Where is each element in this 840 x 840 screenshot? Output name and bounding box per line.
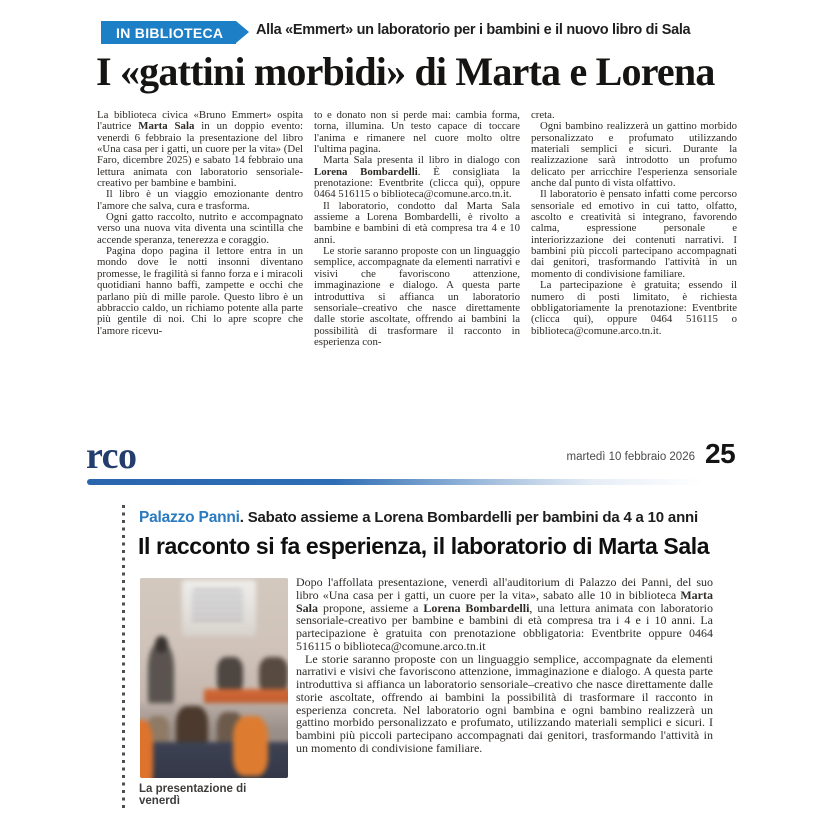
orange-jacket-right bbox=[233, 716, 268, 775]
section-badge-label: IN BIBLIOTECA bbox=[101, 21, 236, 44]
photo-caption: La presentazione di venerdì bbox=[139, 783, 247, 807]
bottom-article-headline: Il racconto si fa esperienza, il laboratorio di Marta Sala bbox=[138, 533, 710, 559]
top-article-column-1: La biblioteca civica «Bruno Emmert» ospita l'autrice Marta Sala in un doppio evento: venerdì 6 febbraio la presentazione del libro «Una casa per i gatti, un cuore per la vita» (Del Faro, dicembre 2025) e sabato 14 febbraio una lettura animata con laboratorio sensoriale-creativo per bambine e bambini. Il libro è un viaggio emozionante dentro l'amore che salva, cura e trasforma. Ogni gatto raccolto, nutrito e accompagnato verso una nuova vita diventa una scintilla che accende speranza, tenerezza e coraggio. Pagina dopo pagina il lettore entra in un mondo dove le notti insonni diventano promesse, le fragilità si fanno forza e i miracoli quotidiani hanno baffi, zampette e occhi che parlano più di mille parole. Questo libro è un abbraccio caldo, un richiamo potente alla parte più gentile di noi. Chi lo apre scopre che l'amore ricevu- bbox=[97, 109, 304, 337]
bottom-article-kicker-text: . Sabato assieme a Lorena Bombardelli per bambini da 4 a 10 anni bbox=[239, 509, 698, 526]
event-photo bbox=[140, 578, 288, 778]
screen-slide-text bbox=[192, 589, 243, 623]
bottom-article-kicker-label: Palazzo Panni bbox=[139, 509, 240, 526]
top-article-column-3: creta. Ogni bambino realizzerà un gattino morbido personalizzato e profumato utilizzando materiali semplici e sicuri. Durante la realizzazione sarà introdotto un profumo delicato per arricchire l'esperienza sensoriale anche dal punto di vista olfattivo. Il laboratorio è pensato infatti come percorso sensoriale ed emotivo in cui tatto, olfatto, ascolto e creatività si integrano, favorendo calma, espressione personale e interiorizzazione dei contenuti narrativi. I bambini più piccoli partecipano accompagnati dai genitori, trasformando l'attività in un momento di condivisione familiare. La partecipazione è gratuita; essendo il numero di posti limitato, è richiesta obbligatoriamente la prenotazione: Eventbrite (clicca qui), oppure 0464 516115 o biblioteca@comune.arco.tn.it. bbox=[531, 109, 737, 337]
bottom-article-kicker bbox=[139, 509, 698, 527]
bottom-article-body: Dopo l'affollata presentazione, venerdì all'auditorium di Palazzo dei Panni, del suo libro «Una casa per i gatti, un cuore per la vita», sabato alle 10 in biblioteca Marta Sala propone, assieme a Lorena Bombardelli, una lettura animata con laboratorio sensoriale-creativo per bambine e bambini di età compresa tra i 4 e i 10 anni. La partecipazione è gratuita con prenotazione obbligatoria: Eventbrite oppure 0464 516115 o biblioteca@comune.arco.tn.it Le storie saranno proposte con un linguaggio semplice, accompagnate da elementi narrativi e visivi che favoriscono attenzione, immaginazione e dialogo. A questa parte introduttiva si affianca un laboratorio sensoriale–creativo che nasce direttamente dalle storie ascoltate, offrendo ai bambini la possibilità di trasformare il racconto in esperienza concreta. Nel laboratorio ogni bambina e ogni bambino realizzerà un gattino morbido personalizzato e profumato, utilizzando materiali semplici e sicuri. I bambini più piccoli partecipano accompagnati dai genitori, trasformando l'attività in un momento di condivisione familiare. bbox=[296, 575, 713, 755]
top-article-headline: I «gattini morbidi» di Marta e Lorena bbox=[96, 49, 715, 94]
panelist-right bbox=[259, 657, 288, 693]
top-article-kicker: Alla «Emmert» un laboratorio per i bambini e il nuovo libro di Sala bbox=[256, 22, 691, 38]
top-article-column-2: to e donato non si perde mai: cambia forma, torna, illumina. Un testo capace di toccare l'anima e rimanere nel cuore molto oltre l'ultima pagina. Marta Sala presenta il libro in dialogo con Lorena Bombardelli. È consigliata la prenotazione: Eventbrite (clicca qui), oppure 0464 516115 o biblioteca@comune.arco.tn.it. Il laboratorio, condotto dal Marta Sala assieme a Lorena Bombardelli, è rivolto a bambine e bambini di età compresa tra 4 e 10 anni. Le storie saranno proposte con un linguaggio semplice, accompagnate da elementi narrativi e visivi che favoriscono attenzione, immaginazione e dialogo. A questa parte introduttiva si affianca un laboratorio sensoriale–creativo che nasce direttamente dalle storie ascoltate, offrendo ai bambini la possibilità di trasformare il racconto in esperienza con- bbox=[314, 109, 520, 348]
column-dotted-separator bbox=[122, 505, 125, 810]
masthead-rule bbox=[87, 479, 703, 485]
badge-arrow-icon bbox=[236, 21, 249, 43]
section-badge bbox=[101, 21, 249, 44]
top-article-body bbox=[97, 110, 739, 348]
masthead-title-fragment: rco bbox=[86, 435, 137, 477]
edition-date: martedì 10 febbraio 2026 bbox=[566, 451, 695, 463]
page-number: 25 bbox=[705, 438, 736, 469]
speaker-head bbox=[155, 636, 168, 653]
panelist-left bbox=[217, 657, 243, 693]
event-photo-scene bbox=[140, 578, 288, 778]
